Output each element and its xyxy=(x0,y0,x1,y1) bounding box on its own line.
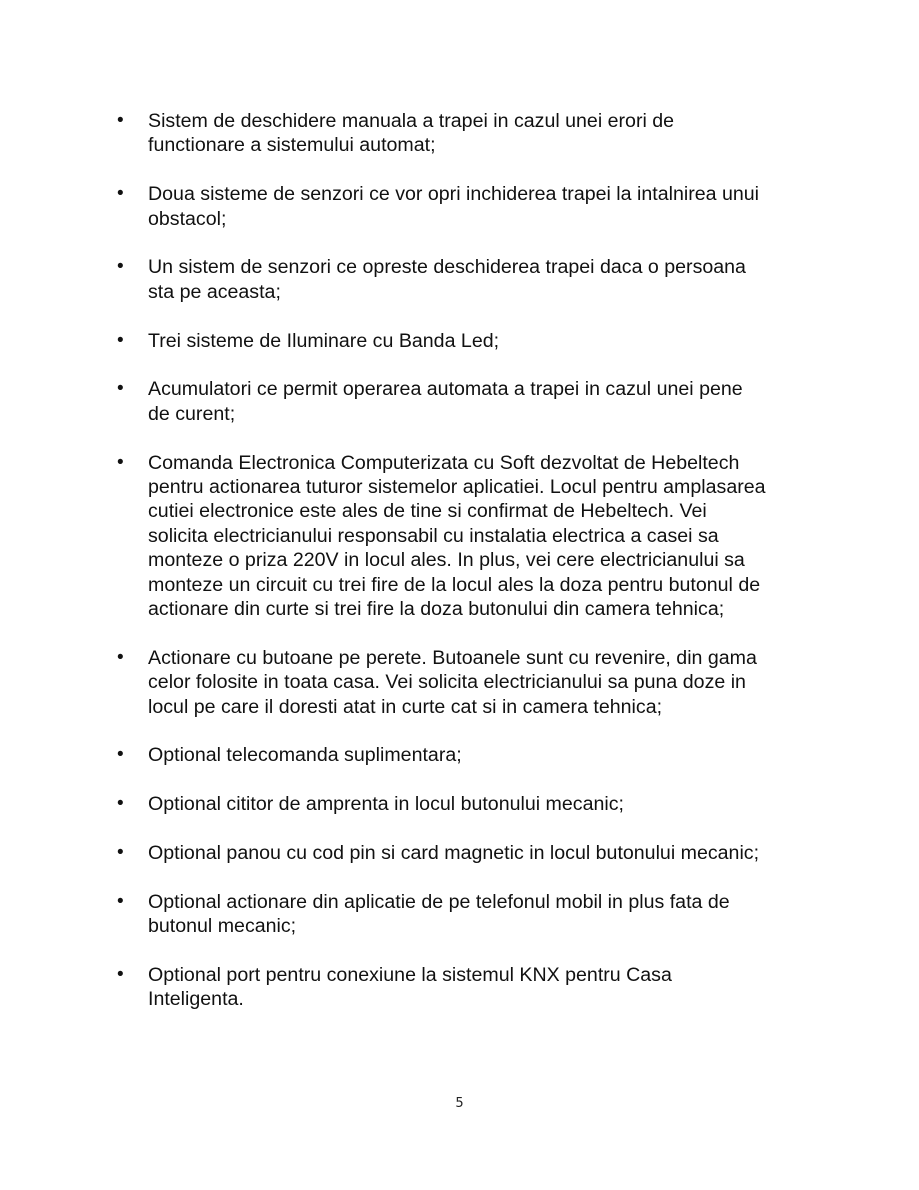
list-item xyxy=(0,109,919,158)
list-item-text-line: de curent; xyxy=(148,402,236,425)
list-item-text-line: Optional port pentru conexiune la sistemul KNX pentru Casa xyxy=(148,964,672,987)
list-item-text-line: Un sistem de senzori ce opreste deschiderea trapei daca o persoana xyxy=(148,256,746,279)
bullet-icon: • xyxy=(117,646,124,668)
list-item-text-line: monteze un circuit cu trei fire de la locul ales la doza pentru butonul de xyxy=(148,573,761,596)
bullet-icon: • xyxy=(117,110,124,131)
list-item xyxy=(0,377,919,426)
bullet-icon: • xyxy=(117,256,124,278)
bullet-icon: • xyxy=(117,451,124,473)
bullet-icon: • xyxy=(117,842,124,864)
list-item-text-line: cutiei electronice este ales de tine si confirmat de Hebeltech. Vei xyxy=(148,500,707,523)
list-item-text-line: Optional panou cu cod pin si card magnetic in locul butonului mecanic; xyxy=(148,842,760,865)
bullet-icon: • xyxy=(117,744,124,766)
bullet-icon: • xyxy=(117,890,124,912)
list-item-text-line: Inteligenta. xyxy=(148,988,244,1011)
list-item-text-line: actionare din curte si trei fire la doza butonului din camera tehnica; xyxy=(148,598,725,621)
list-item-text-line: Acumulatori ce permit operarea automata a trapei in cazul unei pene xyxy=(148,378,743,401)
list-item-text-line: functionare a sistemului automat; xyxy=(148,134,436,157)
list-item xyxy=(0,182,919,231)
list-item-text-line: Actionare cu butoane pe perete. Butoanele sunt cu revenire, din gama xyxy=(148,646,757,669)
list-item-text-line: monteze o priza 220V in locul ales. In plus, vei cere electricianului sa xyxy=(148,549,745,572)
list-item xyxy=(0,329,919,353)
bullet-list xyxy=(0,109,919,1036)
bullet-icon: • xyxy=(117,183,124,205)
list-item-text-line: solicita electricianului responsabil cu instalatia electrica a casei sa xyxy=(148,524,719,547)
list-item xyxy=(0,963,919,1012)
bullet-icon: • xyxy=(117,793,124,815)
list-item xyxy=(0,646,919,719)
list-item xyxy=(0,792,919,816)
list-item xyxy=(0,743,919,767)
list-item-text-line: butonul mecanic; xyxy=(148,915,297,938)
list-item-text-line: celor folosite in toata casa. Vei solicita electricianului sa puna doze in xyxy=(148,671,746,694)
list-item xyxy=(0,451,919,622)
list-item-text-line: Optional actionare din aplicatie de pe telefonul mobil in plus fata de xyxy=(148,890,730,913)
page-number: 5 xyxy=(455,1096,464,1111)
bullet-icon: • xyxy=(117,329,124,351)
list-item-text-line: Optional cititor de amprenta in locul butonului mecanic; xyxy=(148,793,624,816)
list-item-text-line: Doua sisteme de senzori ce vor opri inchiderea trapei la intalnirea unui xyxy=(148,183,760,206)
list-item-text-line: locul pe care il doresti atat in curte cat si in camera tehnica; xyxy=(148,695,663,718)
list-item xyxy=(0,841,919,865)
list-item xyxy=(0,890,919,939)
bullet-icon: • xyxy=(117,378,124,400)
list-item-text-line: Comanda Electronica Computerizata cu Soft dezvoltat de Hebeltech xyxy=(148,451,740,474)
list-item xyxy=(0,255,919,304)
list-item-text-line: Optional telecomanda suplimentara; xyxy=(148,744,462,767)
list-item-text-line: sta pe aceasta; xyxy=(148,280,281,303)
list-item-text-line: pentru actionarea tuturor sistemelor aplicatiei. Locul pentru amplasarea xyxy=(148,476,766,499)
bullet-icon: • xyxy=(117,964,124,986)
list-item-text-line: Sistem de deschidere manuala a trapei in cazul unei erori de xyxy=(148,110,675,132)
list-item-text-line: Trei sisteme de Iluminare cu Banda Led; xyxy=(148,329,500,352)
list-item-text-line: obstacol; xyxy=(148,207,227,230)
